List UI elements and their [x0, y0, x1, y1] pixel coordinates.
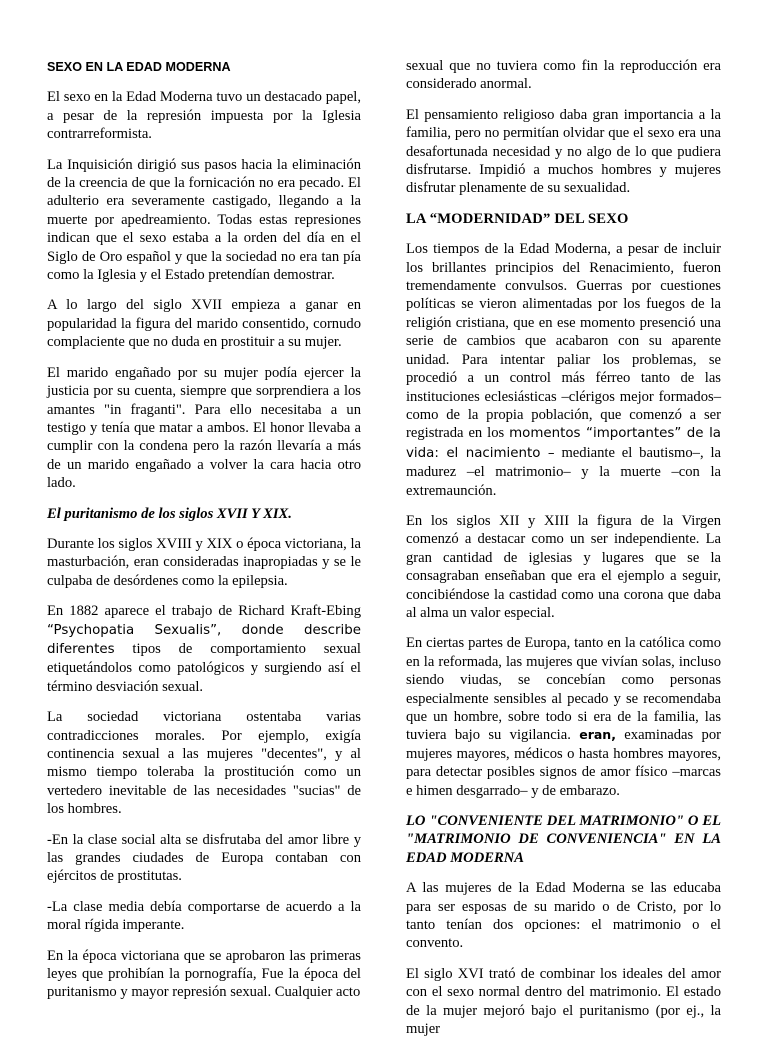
text-run-sans: momentos “importantes” de la vida: el nacimiento – — [406, 426, 721, 461]
paragraph: El pensamiento religioso daba gran importancia a la familia, pero no permitían olvidar que el sexo era una desafortunada necesidad y no algo de lo que pudiera disfrutarse. Impidió a muchos hombres y mujeres disfrutar plenamente de su sexualidad. — [406, 106, 721, 197]
text-run: En ciertas partes de Europa, tanto en la católica como en la reformada, las mujeres que vivían solas, incluso siendo viudas, se concebían como personas especialmente sensibles al pecado y se recomendaba que un hombre, sobre todo si era de la familia, las tuviera bajo su vigilancia. — [406, 635, 721, 744]
right-column — [406, 58, 721, 1051]
paragraph: A lo largo del siglo XVII empieza a ganar en popularidad la figura del marido consentido, cornudo complaciente que no duda en prostituir a su mujer. — [47, 297, 361, 351]
left-column — [47, 58, 361, 1014]
paragraph — [406, 240, 721, 500]
paragraph — [406, 634, 721, 800]
text-run-bold: eran, — [579, 727, 616, 743]
paragraph: En la época victoriana que se aprobaron las primeras leyes que prohibían la pornografía, Fue la época del puritanismo y mayor represión sexual. Cualquier acto — [47, 947, 361, 1001]
paragraph: En los siglos XII y XIII la figura de la Virgen comenzó a destacar como un ser independiente. La gran cantidad de iglesias y lugares que se la consagraban enseñaban que era el ejemplo a seguir, concibiéndose la castidad como una corona que daba al alma un valor especial. — [406, 512, 721, 621]
paragraph: -En la clase social alta se disfrutaba del amor libre y las grandes ciudades de Europa contaban con ejércitos de prostitutas. — [47, 831, 361, 885]
text-run: tipos de comportamiento sexual etiquetándolos como patológicos y surgiendo así el término desviación sexual. — [47, 640, 361, 695]
subheading: El puritanismo de los siglos XVII Y XIX. — [47, 505, 292, 522]
paragraph — [47, 602, 361, 696]
paragraph: El siglo XVI trató de combinar los ideales del amor con el sexo normal dentro del matrimonio. El estado de la mujer mejoró bajo el puritanismo (por ej., la mujer — [406, 965, 721, 1038]
text-run: mediante el bautismo–, la madurez –el matrimonio– y la muerte –con la extremaunción. — [406, 444, 721, 499]
section-heading: LA “MODERNIDAD” DEL SEXO — [406, 210, 629, 227]
paragraph: El sexo en la Edad Moderna tuvo un destacado papel, a pesar de la represión impuesta por la Iglesia contrarreformista. — [47, 89, 361, 143]
paragraph: La Inquisición dirigió sus pasos hacia la eliminación de la creencia de que la fornicación no era pecado. El adulterio era severamente castigado, llegando a la muerte por apedreamiento. Todas estas represiones indican que el sexo estaba a la orden del día en el Siglo de Oro español y que la sociedad no era tan pía como la Iglesia y el Estado pretendían demostrar. — [47, 156, 361, 284]
section-heading: SEXO EN LA EDAD MODERNA — [47, 60, 231, 74]
text-run: Los tiempos de la Edad Moderna, a pesar de incluir los brillantes principios del Renacimiento, fueron tremendamente convulsos. Guerras por cuestiones políticas se vieron alimentadas por los fuegos de la religión cristiana, que en ese momento presenció una serie de cambios que acabaron con su aparente unidad. Para intentar paliar los problemas, se procedió a un control más férreo tanto de las instituciones eclesiásticas –clérigos mejor formados– como de la propia población, que comenzó a ser registrada en los — [406, 241, 721, 442]
paragraph: Durante los siglos XVIII y XIX o época victoriana, la masturbación, eran consideradas inapropiadas y se le culpaba de desórdenes como la epilepsia. — [47, 535, 361, 589]
text-run: examinadas por mujeres mayores, médicos o hasta hombres mayores, para detectar posibles signos de amor físico –marcas e himen desgarrado– y de embarazo. — [406, 727, 721, 799]
text-run-sans: “Psychopatia Sexualis”, donde describe diferentes — [47, 622, 361, 657]
paragraph: A las mujeres de la Edad Moderna se las educaba para ser esposas de su marido o de Cristo, por lo tanto tenían dos opciones: el matrimonio o el convento. — [406, 880, 721, 952]
text-run: En 1882 aparece el trabajo de Richard Kraft-Ebing — [47, 603, 361, 620]
paragraph: sexual que no tuviera como fin la reproducción era considerado anormal. — [406, 58, 721, 93]
paragraph: El marido engañado por su mujer podía ejercer la justicia por su cuenta, siempre que sorprendiera a los amantes "in fraganti". Para ello necesitaba a un testigo y tenía que matar a ambos. El honor llevaba a cumplir con la condena pero la razón llevaría a más de un marido engañado a volver la cara hacia otro lado. — [47, 364, 361, 492]
section-heading: LO "CONVENIENTE DEL MATRIMONIO" O EL "MATRIMONIO DE CONVENIENCIA" EN LA EDAD MODERNA — [406, 813, 721, 866]
paragraph: -La clase media debía comportarse de acuerdo a la moral rígida imperante. — [47, 898, 361, 934]
paragraph: La sociedad victoriana ostentaba varias contradicciones morales. Por ejemplo, exigía continencia sexual a las mujeres "decentes", y al mismo tiempo toleraba la prostitución como un vertedero inevitable de las necesidades "sucias" de los hombres. — [47, 709, 361, 818]
